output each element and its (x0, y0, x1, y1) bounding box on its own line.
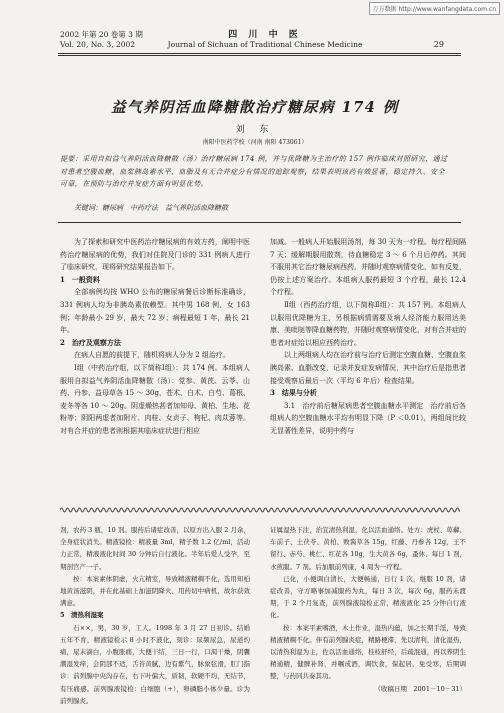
column-left-lower (60, 524, 250, 707)
paragraph: Ⅱ组（西药治疗组，以下简称Ⅱ组）：共 157 例。本组病人以服用优降糖为主，另根据病情需要及病人经济能力服用达美康、美吡哒等降血糖药物，并随时观察病情变化，对有合并症的患者对症给以相应西药治疗。 (270, 300, 466, 347)
abstract: 提要：采用自拟益气养阴活血降糖散（汤）治疗糖尿病 174 例，并与优降糖为主治疗的 157 例作临床对照研究，通过对患者空腹血糖、血浆胰岛素水平、血脂及有无合并症分有情况的追踪观察，结果表明该药有效显著，稳定持久、安全可靠，在预防与治疗并发症方面有明显优势。 (60, 155, 448, 188)
journal-name (150, 30, 380, 50)
paragraph: 全部病例均按 WHO 公布的糖尿病餐后诊断标准确诊，331 例病人均为非胰岛素依赖型。其中男 168 例，女 163 例；年龄最小 29 岁，最大 72 岁；病程最短 1 年，最长 21 年。 (60, 288, 250, 335)
section-heading: 5 清热利湿案 (60, 611, 104, 620)
paragraph: 剂，农药 3 瓶，10 剂。服药后诸症改善，以原方出入服 2 月余，全身症状消失。精液镜检：精液量 3ml，精子数 1.2 亿/ml，活动力正常，精液液化时间 30 分钟后自行液化。半年后爱人受孕，至期剖宫产一子。 (60, 526, 250, 571)
paragraph: 石××，男，30 岁，工人。1998 年 3 月 27 日初诊。结婚五年不育，精液镜检示 8 小时不液化，刻诊：尿频尿急，尿道灼痛，尿末滴白，小腹胀痛，大便干结，三日一行，口渴干燥，阴囊潮湿发痒，会阴部不适，舌苔黄腻，边有紫气，脉象弦滑，肛门指诊：前列腺中央沟存在，右下叶偏大，质韧，软硬不均，无结节，有压痛感。前列腺液镜检：白细胞（+），卵磷脂小体少量。诊为前列腺炎。 (60, 623, 250, 705)
issue-cn: 2002 年第 20 卷第 3 期 (60, 30, 143, 39)
journal-name-cn: 四 川 中 医 (228, 30, 302, 40)
paragraph: 以上两组病人均在治疗前与治疗后测定空腹血糖、空腹血浆胰岛素、血脂改变，记录并发症发病情况，其中治疗后是指患者接受观察后最后一次（平均 6 年后）检查结果。 (270, 351, 466, 385)
section-heading: 2 治疗及观察方法 (60, 337, 121, 347)
wavy-divider (60, 505, 460, 515)
affiliation: 南阳中医药学校（河南 南阳 473061） (202, 139, 308, 146)
keywords: 关键词：糖尿病 中药疗法 益气养阴活血降糖散 (74, 204, 228, 212)
paragraph: 为了探索和研究中医药治疗糖尿病的有效方药，阐明中医药治疗糖尿病的优势，我们对住院及门诊的 331 例病人进行了临床研究，现将研究结果报告如下。 (60, 238, 250, 272)
author: 刘 东 (235, 125, 275, 135)
paragraph: 在病人自愿的前提下，随机将病人分为 2 组治疗。 (74, 351, 230, 360)
paragraph: 证属湿热下注，治宜清热利湿，化以活血通络。处方：虎杖、萆薢、车前子、土茯苓、黄柏、败酱草各 15g，红藤、丹参各 12g，王不留行、赤芍、桃仁、红花各 10g，生大黄各 6g，蚤休、每日 1 剂，水煎服。7 剂。后加服前列康，4 周为一疗程。 (270, 526, 466, 571)
column-left-upper (60, 236, 250, 438)
page-number: 29 (433, 40, 444, 49)
column-right-upper (270, 236, 466, 438)
section-heading: 1 一般资料 (60, 274, 100, 284)
column-right-lower (270, 524, 466, 695)
received-date: （收稿日期 2001－10－31） (374, 684, 466, 693)
article-title: 益气养阴活血降糖散治疗糖尿病 174 例 (111, 99, 399, 116)
section-heading: 3 结果与分析 (270, 388, 317, 398)
watermark-stamp: 万方数据 http://www.wanfangdata.com.cn (369, 2, 500, 15)
paragraph: 按：本案平素嗜酒，木土作业，湿热内蕴，加之长期手淫，导致精液精稠不化。伴有前列腺炎症，精路梗滞，先以清利，清化湿热，以清热利湿为主，佐以活血通络，桂枝舒经，后疏混通，再以养阴生精通精，健脾补肾，并嘱戒酒，调饮食，保起居，免受寒，后期调整，与药同共奏其功。 (270, 623, 466, 681)
issue-info (60, 30, 143, 50)
abstract-rule (58, 222, 461, 223)
paragraph: 已化，小便调白清长，大便畅通，日行 1 次，继服 10 剂，诸症改善，守方略事加减服药为丸，每日 3 次，每次 6g，服药未渡期，于 2 个月复查，前列腺液镜检正常，精液液化 25 分钟自行液化。 (270, 574, 466, 620)
header-rule (58, 53, 461, 54)
header-rule-thin (58, 55, 461, 56)
journal-name-en: Journal of Sichuan of Traditional Chinese Medicine (167, 40, 363, 49)
paragraph: 按：本案素体阴虚，火亢精室，导致精液精稠不化，选用知柏地黄汤滋阴，并在此基础上加滋阴降火、用药切中病机，故尔获效满意。 (60, 574, 250, 608)
issue-en: Vol. 20, No. 3, 2002 (60, 40, 136, 49)
paragraph: 3.1 治疗前后糖尿病患者空腹血糖水平测定 治疗前后各组病人的空腹血糖水平均有明显下降（P ＜0.01），两组间比较无显著性差异，说明中药与 (270, 401, 466, 435)
paragraph: Ⅰ组（中药治疗组，以下简称Ⅰ组）：共 174 例。本组病人服用自拟益气养阴活血降糖散（汤）：党参、黄芪、云苓、山药、丹参、益母草各 15 ～ 30g，苍术、白术、白芍、葛根、麦冬等各 10 ～ 20g。阴虚燥热甚者加知母、黄柏、生地、花粉等；阴阳两虚者加附片、肉桂、女贞子、枸杞、肉苁蓉等。对有合并症的患者则根据其临床症状进行相应 (60, 363, 250, 435)
paragraph: 加减。一般病人开始服用汤剂，每 30 天为一疗程。每疗程间隔 7 天；缓解期服用散剂，待血糖稳定 3 ～ 6 个月后停药。其间不服用其它治疗糖尿病西药，并随时观察病情变化，如有反复，仍按上述方案治疗。本组病人服药最短 3 个疗程，最长 12.4 个疗程。 (270, 238, 466, 297)
